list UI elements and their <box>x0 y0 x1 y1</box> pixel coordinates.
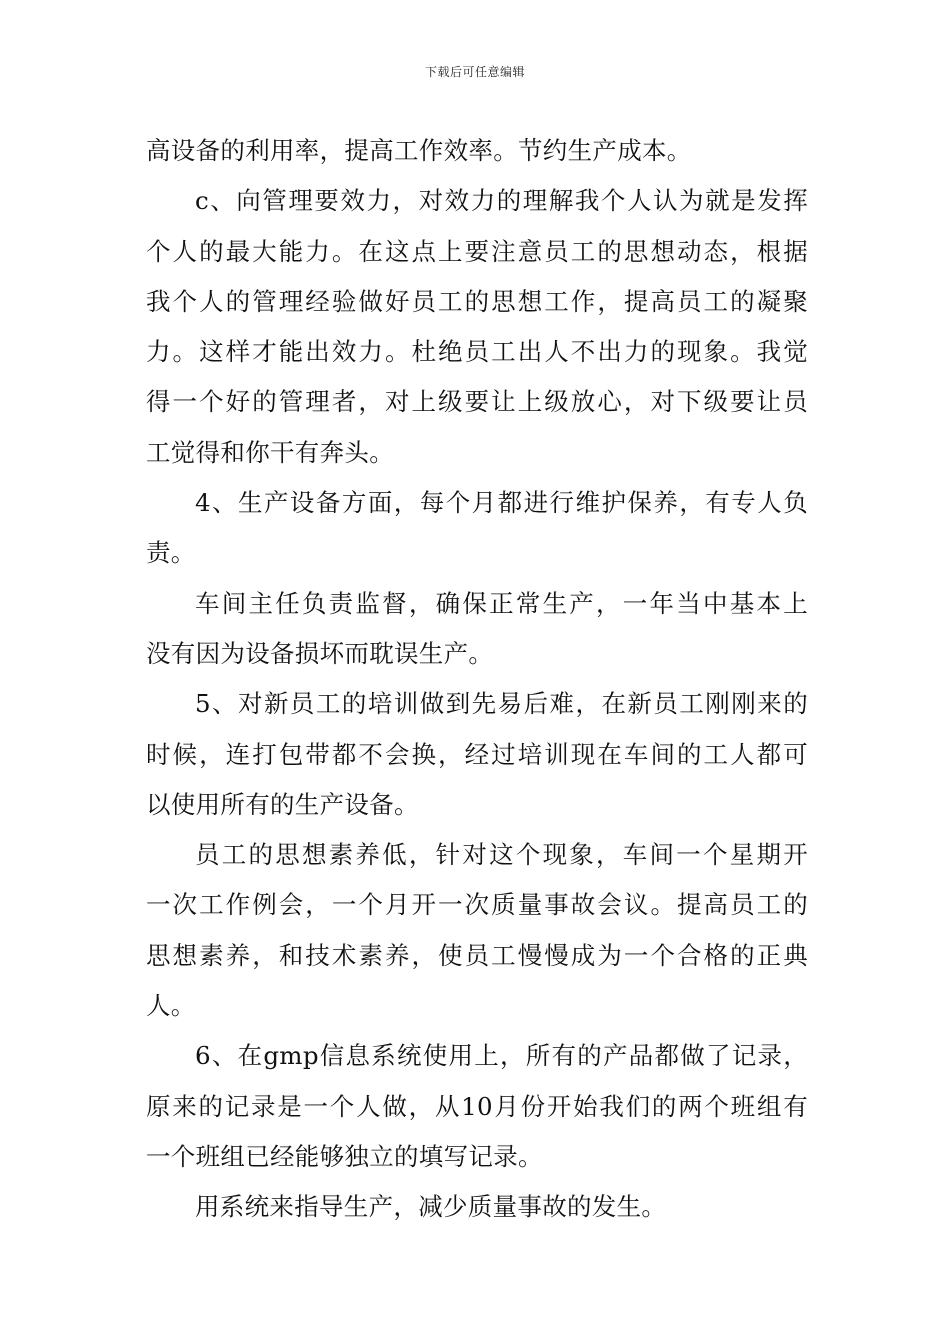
text-line: 得一个好的管理者，对上级要让上级放心，对下级要让员 <box>146 387 808 417</box>
text-line: 一个班组已经能够独立的填写记录。 <box>146 1141 543 1171</box>
text-line: c、向管理要效力，对效力的理解我个人认为就是发挥 <box>195 186 808 216</box>
text-line: 没有因为设备损坏而耽误生产。 <box>146 638 494 668</box>
text-line: 时候，连打包带都不会换，经过培训现在车间的工人都可 <box>146 739 808 769</box>
text-line: 个人的最大能力。在这点上要注意员工的思想动态，根据 <box>146 236 808 266</box>
text-line: 思想素养，和技术素养，使员工慢慢成为一个合格的正典 <box>146 940 808 970</box>
text-line: 力。这样才能出效力。杜绝员工出人不出力的现象。我觉 <box>146 337 808 367</box>
text-line: 4、生产设备方面，每个月都进行维护保养，有专人负 <box>195 488 808 518</box>
text-line: 以使用所有的生产设备。 <box>146 789 419 819</box>
page-header: 下载后可任意编辑 <box>424 65 525 79</box>
text-line: 工觉得和你干有奔头。 <box>146 437 394 467</box>
text-line: 车间主任负责监督，确保正常生产，一年当中基本上 <box>195 588 808 618</box>
text-line: 6、在gmp信息系统使用上，所有的产品都做了记录， <box>195 1041 808 1071</box>
text-line: 一次工作例会，一个月开一次质量事故会议。提高员工的 <box>146 890 808 920</box>
text-line: 人。 <box>146 991 196 1021</box>
text-line: 原来的记录是一个人做，从10月份开始我们的两个班组有 <box>146 1091 808 1121</box>
text-line: 员工的思想素养低，针对这个现象，车间一个星期开 <box>195 840 808 870</box>
text-line: 高设备的利用率，提高工作效率。节约生产成本。 <box>146 136 692 165</box>
body-text <box>146 126 808 1233</box>
text-line: 责。 <box>146 538 196 568</box>
text-line: 我个人的管理经验做好员工的思想工作，提高员工的凝聚 <box>146 286 808 316</box>
text-line: 5、对新员工的培训做到先易后难，在新员工刚刚来的 <box>195 689 808 719</box>
text-line: 用系统来指导生产，减少质量事故的发生。 <box>195 1192 667 1222</box>
